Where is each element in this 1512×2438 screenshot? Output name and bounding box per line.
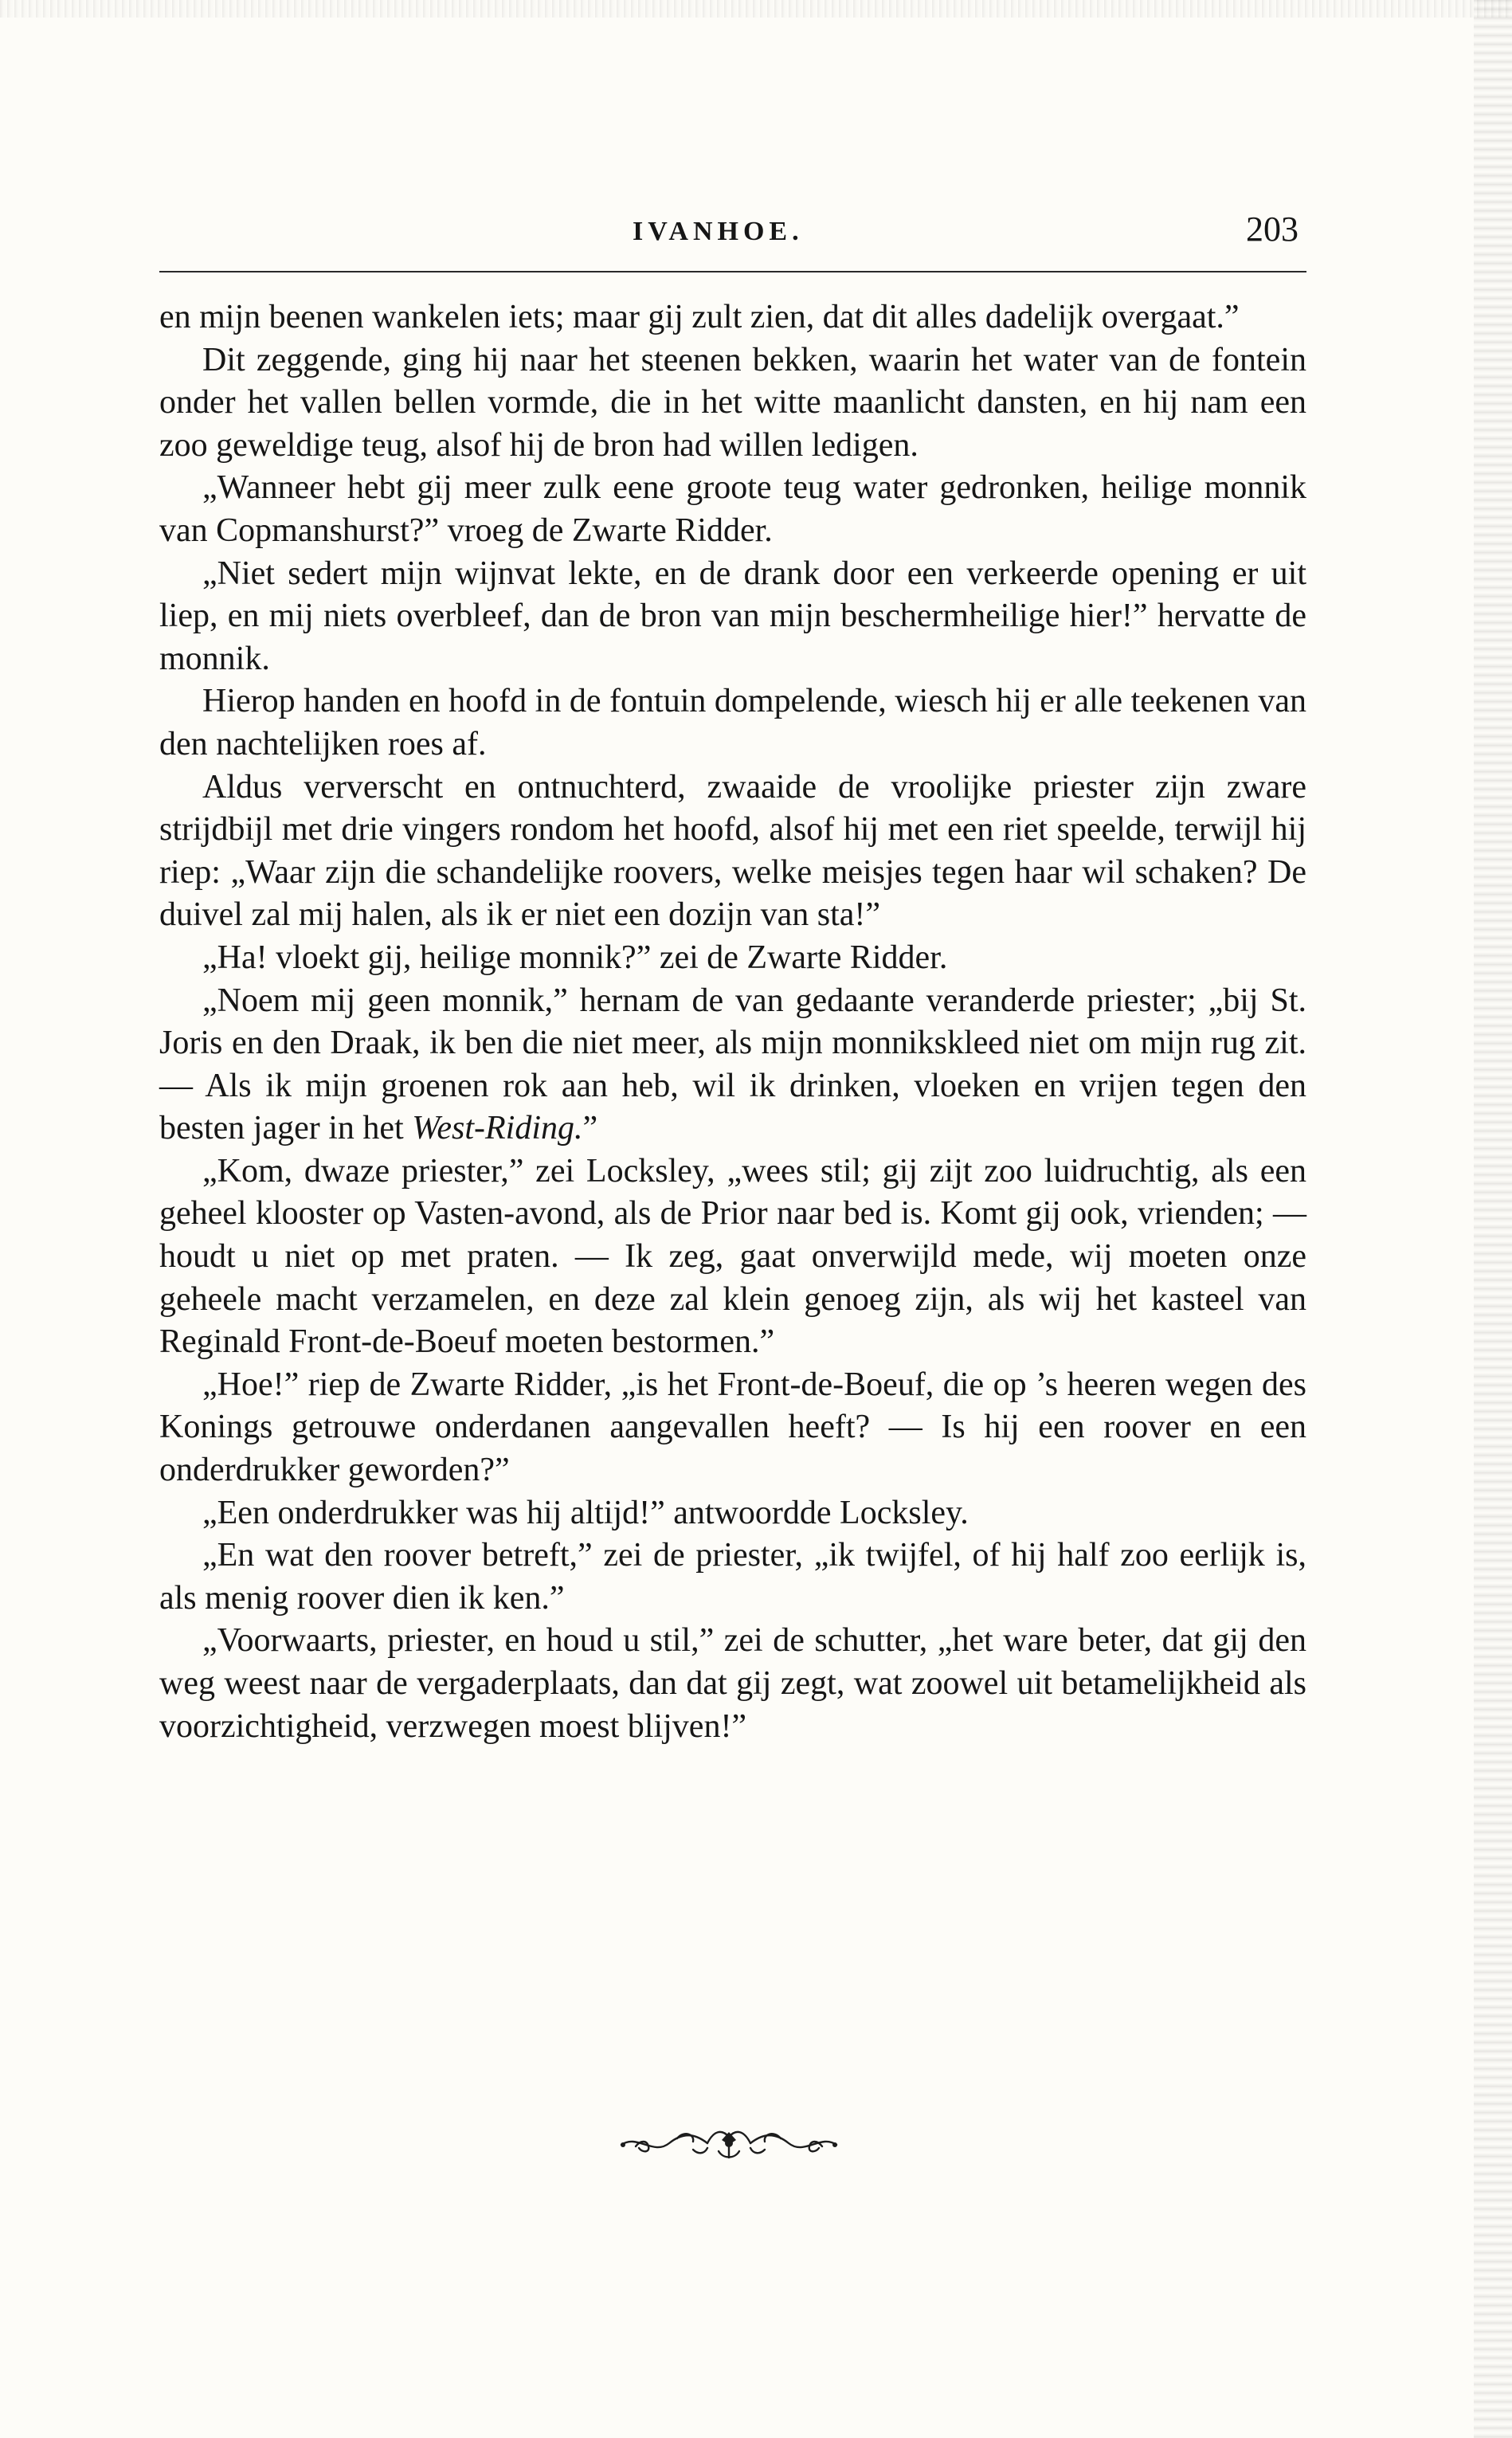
paragraph-with-italic [159,980,1306,1150]
paragraph: en mijn beenen wankelen iets; maar gij zult zien, dat dit alles dadelijk overgaat.” [159,299,1240,335]
header-rule [159,271,1306,272]
paragraph: „Kom, dwaze priester,” zei Locksley, „wees stil; gij zijt zoo luidruchtig, als een geheel klooster op Vasten-avond, als de Prior naar bed is. Komt gij ook, vrienden; — houdt u niet op met praten. — Ik zeg, gaat onverwijld mede, wij moeten onze geheele macht verzamelen, en deze zal klein genoeg zijn, als wij het kasteel van Reginald Front-de-Boeuf moeten bestormen.” [159,1152,1306,1361]
scan-edge-right [1474,0,1512,2438]
page-header [159,209,1306,265]
running-title: IVANHOE. [633,217,804,246]
body-text [159,296,1306,1748]
closing-quote: ” [582,1110,598,1147]
floral-tailpiece-icon [613,2119,844,2167]
paragraph: „Een onderdrukker was hij altijd!” antwoordde Locksley. [202,1494,969,1531]
scan-edge-top [0,0,1512,18]
paragraph: Hierop handen en hoofd in de fontuin dompelende, wiesch hij er alle teekenen van den nachtelijken roes af. [159,683,1306,762]
paragraph: „Hoe!” riep de Zwarte Ridder, „is het Front-de-Boeuf, die op ’s heeren wegen des Konings getrouwe onderdanen aangevallen heeft? — Is hij een roover en een onderdrukker geworden?” [159,1366,1306,1489]
paragraph: „En wat den roover betreft,” zei de priester, „ik twijfel, of hij half zoo eerlijk is, als menig roover dien ik ken.” [159,1537,1306,1617]
italic-place-name: West-Riding. [412,1110,583,1147]
paragraph: „Wanneer hebt gij meer zulk eene groote teug water gedronken, heilige monnik van Copmanshurst?” vroeg de Zwarte Ridder. [159,469,1306,549]
paragraph: „Ha! vloekt gij, heilige monnik?” zei de Zwarte Ridder. [202,939,948,976]
paragraph: „Voorwaarts, priester, en houd u stil,” zei de schutter, „het ware beter, dat gij den weg weest naar de vergaderplaats, dan dat gij zegt, wat zoowel uit betamelijkheid als voorzichtigheid, verzwegen moest blijven!” [159,1622,1306,1745]
page-number: 203 [1246,210,1299,249]
paragraph: „Niet sedert mijn wijnvat lekte, en de drank door een verkeerde opening er uit liep, en mij niets overbleef, dan de bron van mijn beschermheilige hier!” hervatte de monnik. [159,555,1306,677]
paragraph: Dit zeggende, ging hij naar het steenen bekken, waarin het water van de fontein onder het vallen bellen vormde, die in het witte maanlicht dansten, en hij nam een zoo geweldige teug, alsof hij de bron had willen ledigen. [159,341,1306,464]
paragraph-text: „Noem mij geen monnik,” hernam de van gedaante veranderde priester; „bij St. Joris en den Draak, ik ben die niet meer, als mijn monnikskleed niet om mijn rug zit. — Als ik mijn groenen rok aan heb, wil ik drinken, vloeken en vrijen tegen den besten jager in het [159,982,1306,1147]
paragraph: Aldus ververscht en ontnuchterd, zwaaide de vroolijke priester zijn zware strijdbijl met drie vingers rondom het hoofd, alsof hij met een riet speelde, terwijl hij riep: „Waar zijn die schandelijke roovers, welke meisjes tegen haar wil schaken? De duivel zal mij halen, als ik er niet een dozijn van sta!” [159,768,1306,934]
